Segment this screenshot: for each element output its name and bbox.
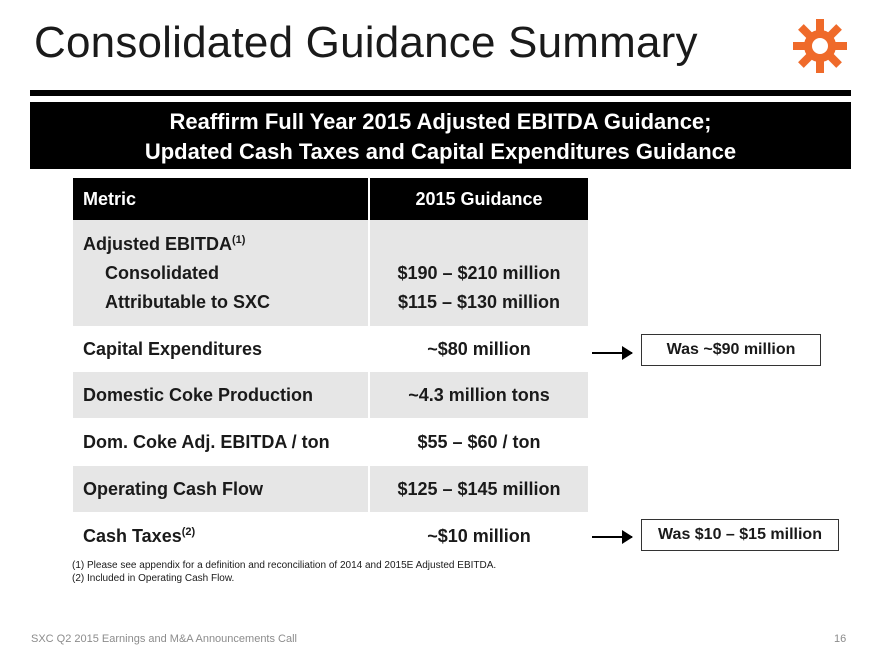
table-row: [73, 220, 588, 326]
footnote: (1) Please see appendix for a definition and reconciliation of 2014 and 2015E Adjusted EBITDA.: [72, 560, 497, 571]
headline-banner: [30, 102, 851, 169]
column-header-guidance: 2015 Guidance: [369, 178, 588, 220]
guidance-value: $115 – $130 million: [397, 291, 561, 312]
page-number: 16: [834, 633, 847, 645]
metric-label: Operating Cash Flow: [73, 466, 369, 512]
guidance-cell: [369, 220, 588, 326]
page-title: Consolidated Guidance Summary: [34, 18, 698, 67]
table-row: [73, 466, 588, 512]
footnotes: [72, 559, 496, 585]
arrow-right-icon: [592, 352, 632, 354]
table-row: [73, 512, 588, 560]
table-row: [73, 418, 588, 466]
cash-taxes-prior-callout: Was $10 – $15 million: [641, 519, 839, 551]
metric-cell: [73, 512, 369, 560]
table-row: [73, 326, 588, 372]
arrow-right-icon: [592, 536, 632, 538]
guidance-value: ~4.3 million tons: [369, 372, 588, 418]
metric-label: Adjusted EBITDA: [83, 233, 233, 254]
capex-prior-callout: Was ~$90 million: [641, 334, 821, 366]
footnote-ref: (2): [181, 525, 196, 538]
sub-metric-label: Attributable to SXC: [105, 291, 270, 312]
banner-line-1: Reaffirm Full Year 2015 Adjusted EBITDA Guidance;: [169, 109, 712, 134]
footer-text: SXC Q2 2015 Earnings and M&A Announcements Call: [31, 633, 297, 645]
table-row: [73, 372, 588, 418]
guidance-value: ~$10 million: [427, 525, 531, 546]
metric-label: Cash Taxes: [83, 525, 182, 546]
metric-cell: [73, 220, 369, 326]
guidance-value: $190 – $210 million: [397, 262, 561, 283]
metric-label: Dom. Coke Adj. EBITDA / ton: [83, 431, 330, 452]
guidance-value: $125 – $145 million: [369, 466, 588, 512]
guidance-table: [73, 178, 588, 560]
title-divider: [30, 90, 851, 96]
metric-label: Domestic Coke Production: [73, 372, 369, 418]
sun-gear-logo-icon: [790, 16, 850, 76]
metric-label: Capital Expenditures: [83, 338, 263, 359]
footnote: (2) Included in Operating Cash Flow.: [72, 573, 235, 584]
guidance-value: ~$80 million: [427, 338, 531, 359]
guidance-value: $55 – $60 / ton: [417, 431, 541, 452]
sub-metric-label: Consolidated: [105, 262, 220, 283]
table-header-row: [73, 178, 588, 220]
banner-line-2: Updated Cash Taxes and Capital Expenditures Guidance: [144, 139, 737, 164]
column-header-metric: Metric: [73, 178, 369, 220]
footnote-ref: (1): [232, 233, 246, 246]
